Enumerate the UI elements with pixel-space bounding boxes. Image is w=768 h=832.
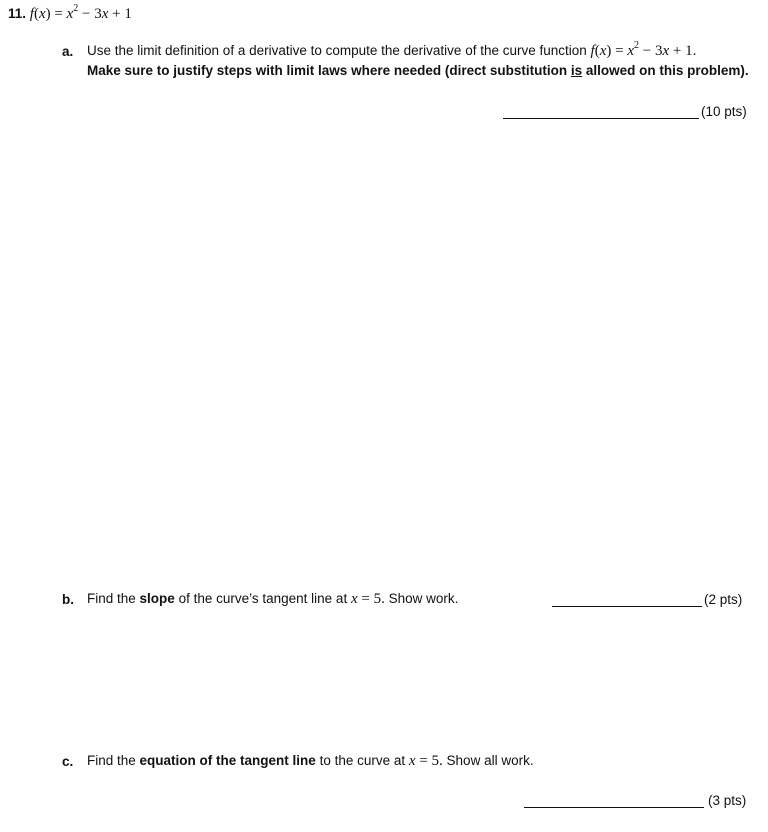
part-a-bold-pre: Make sure to justify steps with limit laws where needed (direct substitution <box>87 63 568 78</box>
part-a-function: $f(x) = x^2 - 3x + 1$. <box>590 40 697 59</box>
part-a-bold-underline: is <box>570 63 583 78</box>
part-c-text-bold: equation of the tangent line <box>139 753 316 768</box>
part-c-answer-line[interactable] <box>524 797 704 808</box>
part-b-label: b. <box>62 592 74 607</box>
part-a-label: a. <box>62 44 74 59</box>
part-b-points: (2 pts) <box>704 592 743 607</box>
part-a-bold-post: allowed on this problem). <box>585 63 749 78</box>
part-b-text-mid: of the curve’s tangent line at <box>178 591 348 606</box>
part-a-line-2 <box>87 63 749 78</box>
part-c-line <box>87 753 534 770</box>
part-c-text-pre: Find the <box>87 753 136 768</box>
problem-number: 11. <box>8 6 27 21</box>
problem-header <box>8 3 132 23</box>
part-c-label: c. <box>62 754 74 769</box>
part-b-math: x = 5. <box>350 591 385 607</box>
part-c-text-post: Show all work. <box>446 753 534 768</box>
part-a-instruction: Use the limit definition of a derivative to compute the derivative of the curve function <box>87 43 587 58</box>
part-b-answer-line[interactable] <box>552 596 702 607</box>
part-b-line <box>87 591 458 608</box>
part-c-text-mid: to the curve at <box>319 753 406 768</box>
part-c-points: (3 pts) <box>708 793 747 808</box>
part-c-math: x = 5. <box>408 753 443 769</box>
part-b-text-pre: Find the <box>87 591 136 606</box>
part-b-text-bold: slope <box>139 591 175 606</box>
part-a-points: (10 pts) <box>701 104 747 119</box>
part-a-line-1 <box>87 40 697 60</box>
part-b-text-post: Show work. <box>388 591 459 606</box>
part-a-answer-line[interactable] <box>503 108 699 119</box>
problem-function: $f(x) = x^2 - 3x + 1$ <box>29 3 132 22</box>
